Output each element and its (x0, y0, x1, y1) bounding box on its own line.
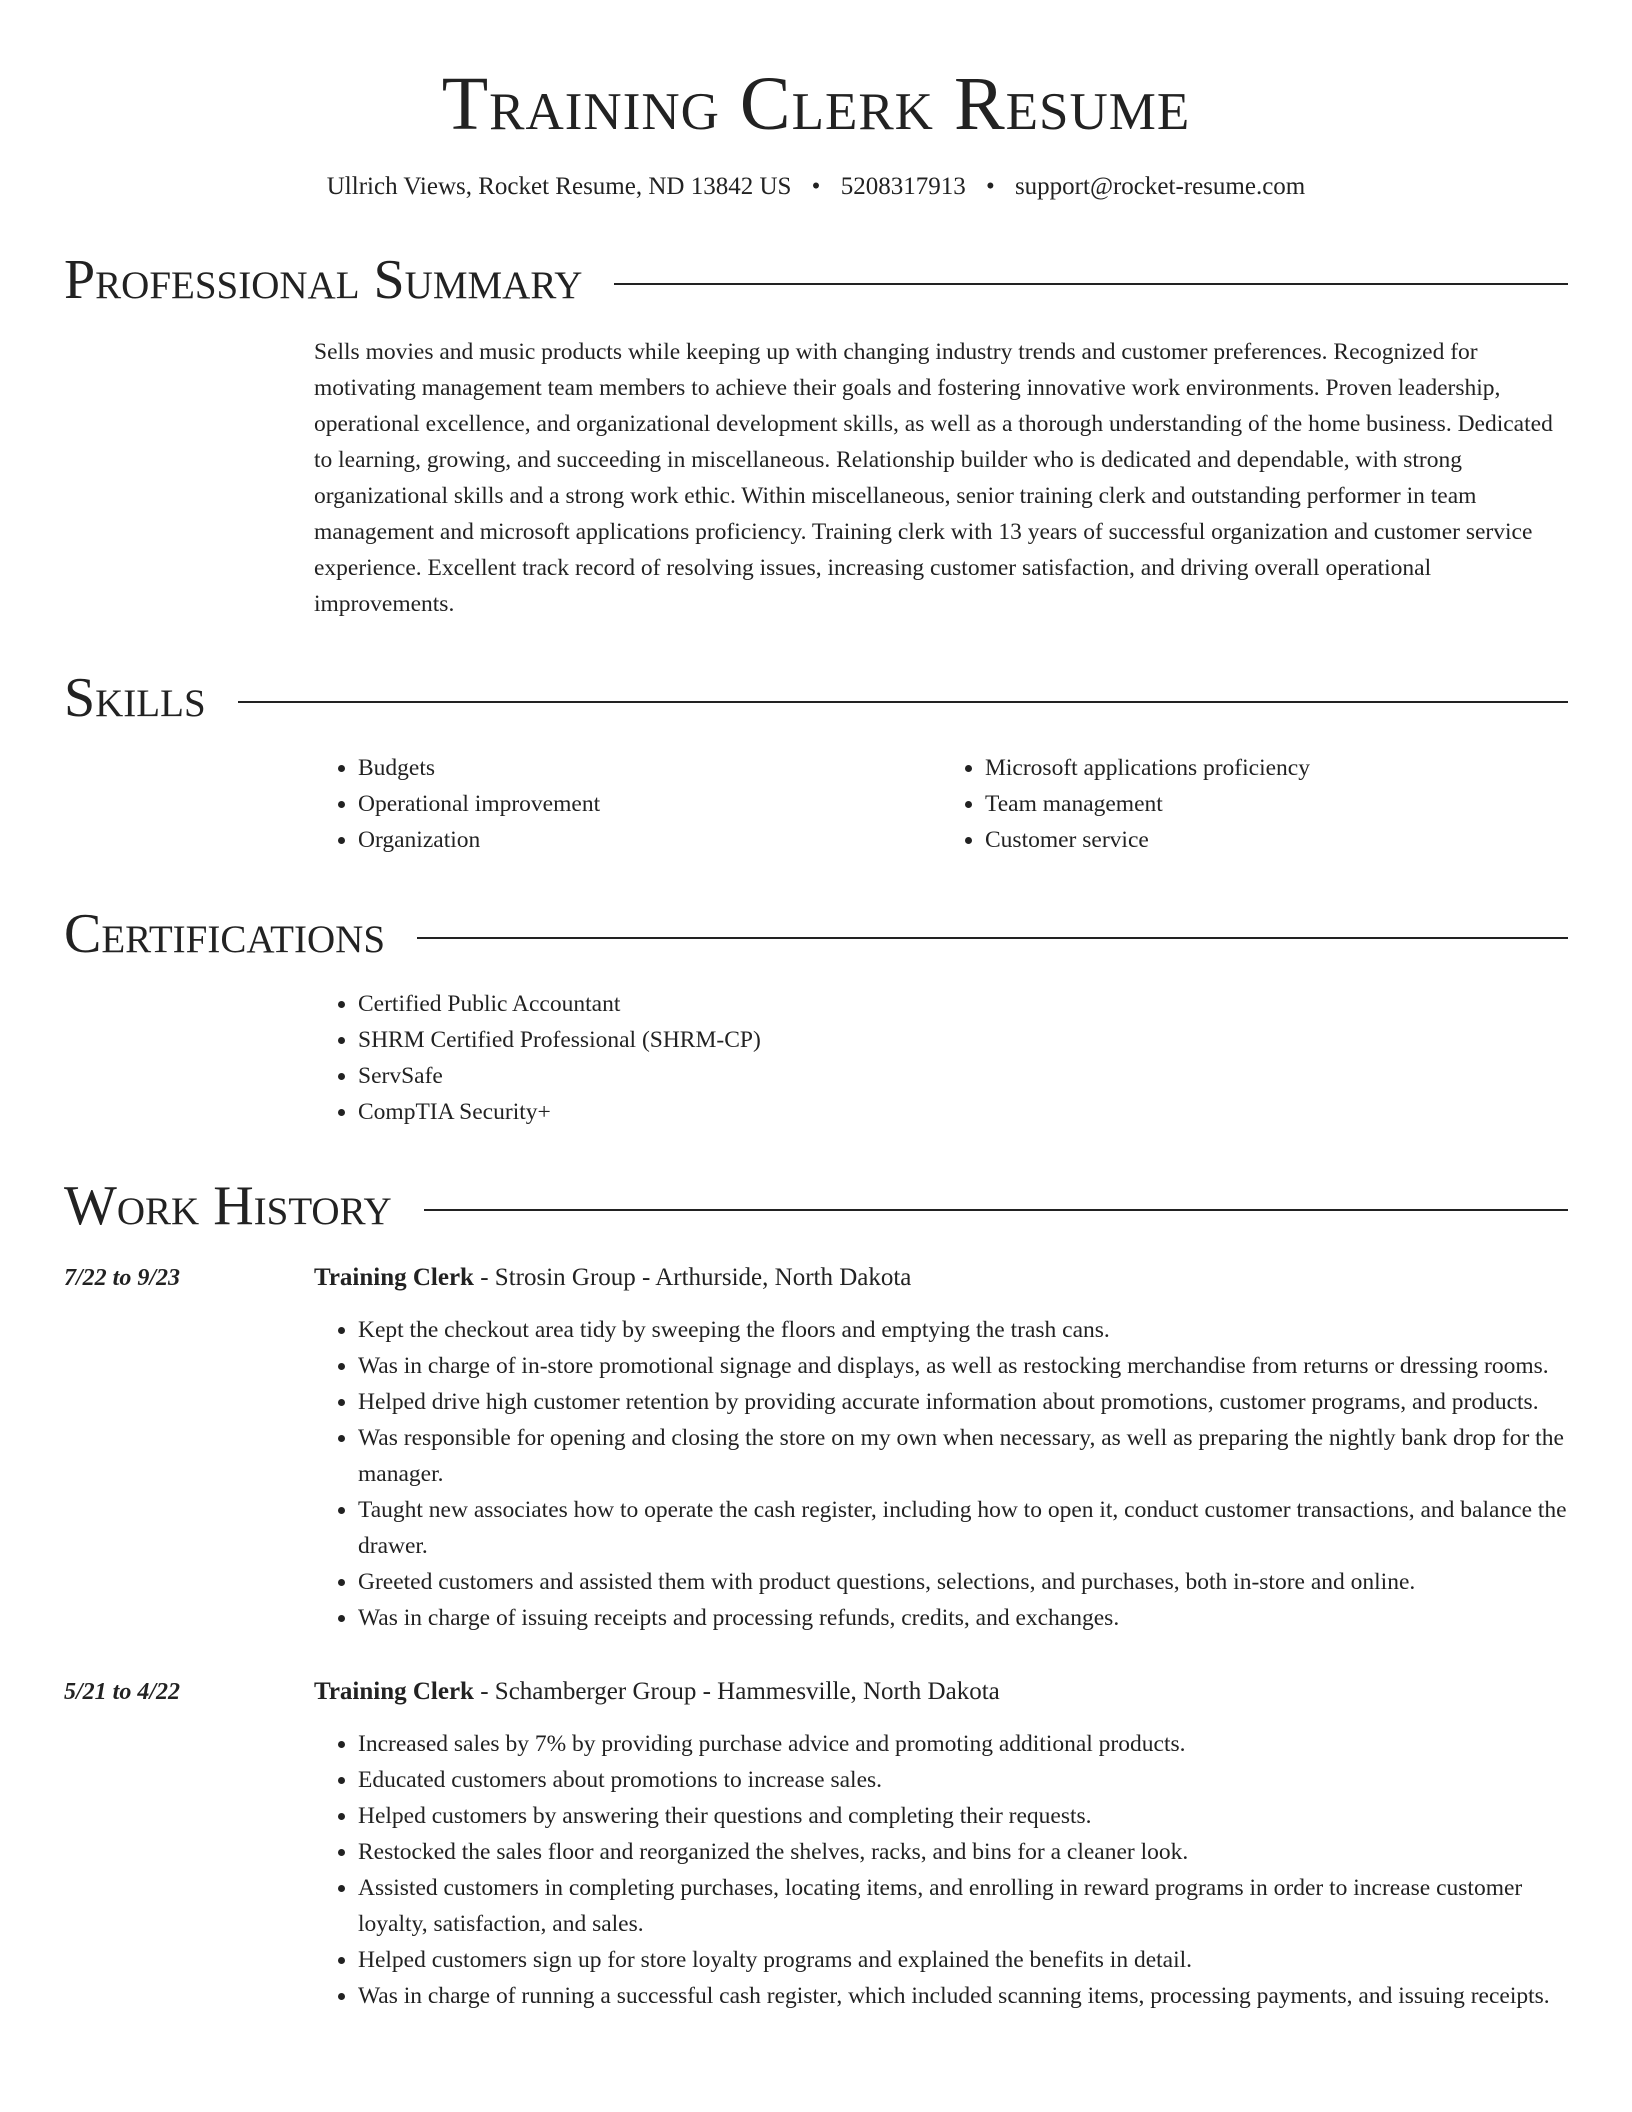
skill-item: • Customer service (985, 822, 1568, 858)
work-history-section (64, 1174, 1568, 2014)
skills-section (64, 666, 1568, 858)
job-body (314, 1260, 1568, 1636)
contact-address: Ullrich Views, Rocket Resume, ND 13842 US (326, 173, 792, 200)
contact-line (64, 170, 1568, 204)
contact-separator: • (811, 173, 821, 200)
job-bullet: • Helped drive high customer retention by providing accurate information about promotions, customer programs, and products. (358, 1384, 1568, 1420)
section-divider (424, 1209, 1568, 1211)
job-entry (64, 1674, 1568, 2014)
job-bullet: • Helped customers sign up for store loyalty programs and explained the benefits in detail. (358, 1942, 1568, 1978)
skill-item: • Budgets (358, 750, 941, 786)
certifications-list (314, 986, 1568, 1130)
job-role: Training Clerk (314, 1678, 474, 1705)
job-company: - Schamberger Group - Hammesville, North Dakota (473, 1678, 1000, 1705)
skills-heading: Skills (64, 667, 206, 729)
job-bullet: • Kept the checkout area tidy by sweeping the floors and emptying the trash cans. (358, 1312, 1568, 1348)
job-bullet: • Was in charge of running a successful cash register, which included scanning items, processing payments, and issuing receipts. (358, 1978, 1568, 2014)
job-bullet: • Helped customers by answering their questions and completing their requests. (358, 1798, 1568, 1834)
skill-item: • Microsoft applications proficiency (985, 750, 1568, 786)
certification-item: • SHRM Certified Professional (SHRM-CP) (358, 1022, 1568, 1058)
skill-item: • Team management (985, 786, 1568, 822)
job-dates: 7/22 to 9/23 (64, 1265, 181, 1291)
summary-section (64, 248, 1568, 622)
job-dates: 5/21 to 4/22 (64, 1679, 181, 1705)
certification-item: • Certified Public Accountant (358, 986, 1568, 1022)
summary-heading: Professional Summary (64, 249, 583, 311)
section-divider (417, 937, 1568, 939)
contact-phone: 5208317913 (840, 173, 966, 200)
job-entry (64, 1260, 1568, 1636)
job-bullet: • Increased sales by 7% by providing purchase advice and promoting additional products. (358, 1726, 1568, 1762)
contact-separator: • (985, 173, 995, 200)
section-header (64, 248, 1568, 312)
job-bullet: • Educated customers about promotions to increase sales. (358, 1762, 1568, 1798)
section-divider (238, 701, 1568, 703)
certifications-list-wrap (314, 986, 1568, 1130)
job-role: Training Clerk (314, 1264, 474, 1291)
section-header (64, 1174, 1568, 1238)
job-bullet: • Taught new associates how to operate the cash register, including how to open it, conduct customer transactions, and balance the drawer. (358, 1492, 1568, 1564)
work-history-heading: Work History (64, 1175, 392, 1237)
skill-item: • Operational improvement (358, 786, 941, 822)
certifications-heading: Certifications (64, 903, 386, 965)
certification-item: • CompTIA Security+ (358, 1094, 1568, 1130)
section-divider (614, 283, 1568, 285)
job-company: - Strosin Group - Arthurside, North Dakota (473, 1264, 912, 1291)
skills-columns (314, 750, 1568, 858)
job-body (314, 1674, 1568, 2014)
job-bullet: • Was in charge of issuing receipts and processing refunds, credits, and exchanges. (358, 1600, 1568, 1636)
job-bullets (314, 1312, 1568, 1636)
certifications-section (64, 902, 1568, 1130)
contact-email: support@rocket-resume.com (1014, 173, 1306, 200)
skill-item: • Organization (358, 822, 941, 858)
job-bullets (314, 1726, 1568, 2014)
summary-text: Sells movies and music products while keeping up with changing industry trends and customer preferences. Recognized for motivating management team members to achieve their goals and fostering innovative work environments. Proven leadership, operational excellence, and organizational development skills, as well as a thorough understanding of the home business. Dedicated to learning, growing, and succeeding in miscellaneous. Relationship builder who is dedicated and dependable, with strong organizational skills and a strong work ethic. Within miscellaneous, senior training clerk and outstanding performer in team management and microsoft applications proficiency. Training clerk with 13 years of successful organization and customer service experience. Excellent track record of resolving issues, increasing customer satisfaction, and driving overall operational improvements. (314, 339, 1553, 617)
job-title-line (314, 1674, 1568, 1710)
job-bullet: • Greeted customers and assisted them with product questions, selections, and purchases, both in-store and online. (358, 1564, 1568, 1600)
skills-right-list (941, 750, 1568, 858)
job-title-line (314, 1260, 1568, 1296)
job-bullet: • Restocked the sales floor and reorganized the shelves, racks, and bins for a cleaner look. (358, 1834, 1568, 1870)
job-bullet: • Was in charge of in-store promotional signage and displays, as well as restocking merchandise from returns or dressing rooms. (358, 1348, 1568, 1384)
section-header (64, 902, 1568, 966)
skills-left-list (314, 750, 941, 858)
job-bullet: • Was responsible for opening and closing the store on my own when necessary, as well as preparing the nightly bank drop for the manager. (358, 1420, 1568, 1492)
section-header (64, 666, 1568, 730)
resume-title: Training Clerk Resume (441, 62, 1191, 146)
certification-item: • ServSafe (358, 1058, 1568, 1094)
job-bullet: • Assisted customers in completing purchases, locating items, and enrolling in reward programs in order to increase customer loyalty, satisfaction, and sales. (358, 1870, 1568, 1942)
